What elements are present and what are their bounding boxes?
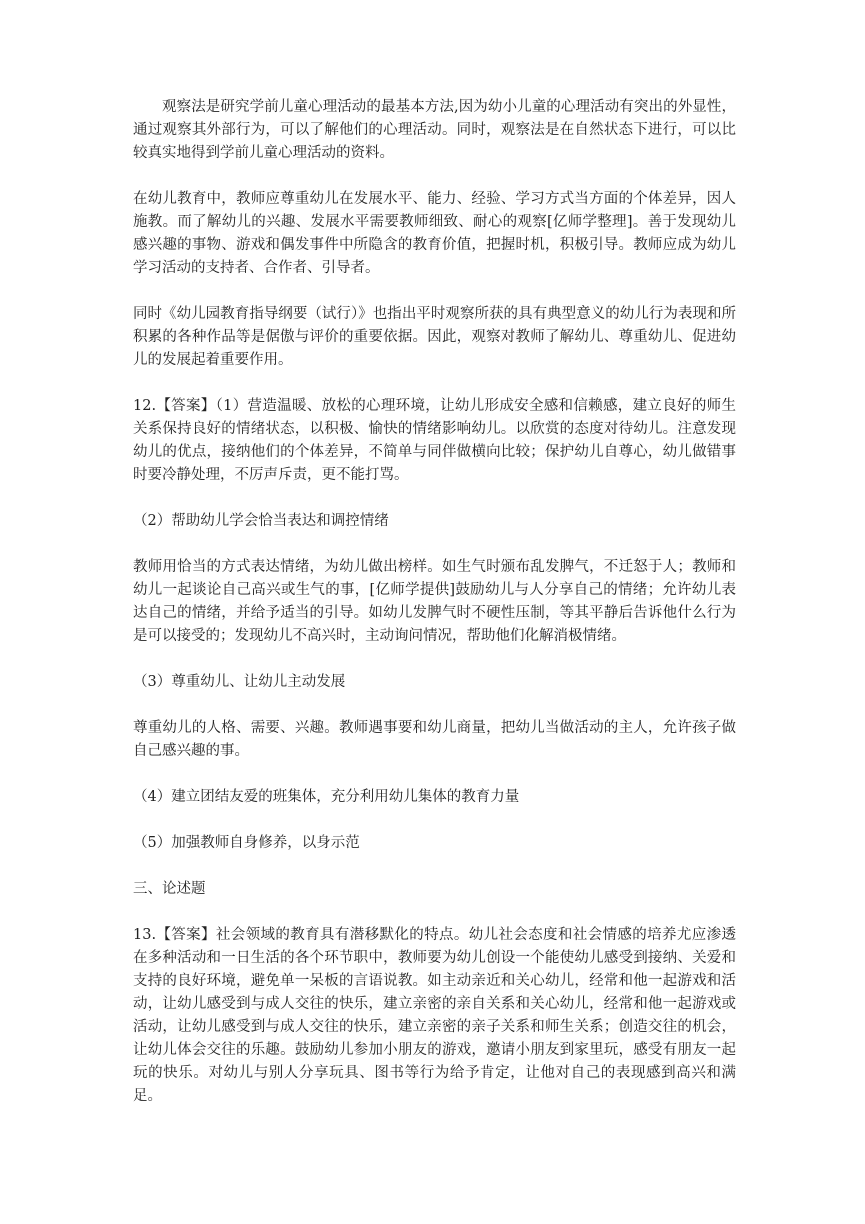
paragraph-observation-method: 观察法是研究学前儿童心理活动的最基本方法,因为幼小儿童的心理活动有突出的外显性，通过观察其外部行为，可以了解他们的心理活动。同时，观察法是在自然状态下进行，可以比较真实地得到学前儿童心理活动的资料。 <box>133 99 736 161</box>
answer-12-point-3-body: 尊重幼儿的人格、需要、兴趣。教师遇事要和幼儿商量，把幼儿当做活动的主人，允许孩子做自己感兴趣的事。 <box>133 720 736 759</box>
answer-12-point-3-heading: （3）尊重幼儿、让幼儿主动发展 <box>133 674 346 690</box>
document-body <box>133 96 736 1131</box>
answer-12-point-2-heading: （2）帮助幼儿学会恰当表达和调控情绪 <box>133 513 389 529</box>
answer-12-point-4: （4）建立团结友爱的班集体，充分利用幼儿集体的教育力量 <box>133 789 520 805</box>
answer-12-point-1: 12.【答案】（1）营造温暖、放松的心理环境，让幼儿形成安全感和信赖感，建立良好的师生关系保持良好的情绪状态，以积极、愉快的情绪影响幼儿。以欣赏的态度对待幼儿。注意发现幼儿的优点，接纳他们的个体差异，不简单与同伴做横向比较；保护幼儿自尊心，幼儿做错事时要冷静处理，不厉声斥责，更不能打骂。 <box>133 398 736 483</box>
section-heading-essay: 三、论述题 <box>133 881 206 897</box>
answer-12-point-5: （5）加强教师自身修养，以身示范 <box>133 835 360 851</box>
answer-12-point-2-body: 教师用恰当的方式表达情绪，为幼儿做出榜样。如生气时颁布乱发脾气，不迁怒于人；教师和幼儿一起谈论自己高兴或生气的事，[亿师学提供]鼓励幼儿与人分享自己的情绪；允许幼儿表达自己的情绪，并给予适当的引导。如幼儿发脾气时不硬性压制，等其平静后告诉他什么行为是可以接受的；发现幼儿不高兴时，主动询问情况，帮助他们化解消极情绪。 <box>133 559 736 644</box>
paragraph-guidance-outline: 同时《幼儿园教育指导纲要（试行）》也指出平时观察所获的具有典型意义的幼儿行为表现和所积累的各种作品等是倨傲与评价的重要依据。因此，观察对教师了解幼儿、尊重幼儿、促进幼儿的发展起着重要作用。 <box>133 306 736 368</box>
answer-13: 13.【答案】社会领域的教育具有潜移默化的特点。幼儿社会态度和社会情感的培养尤应渗透在多种活动和一日生活的各个环节职中，教师要为幼儿创设一个能使幼儿感受到接纳、关爱和支持的良好环境，避免单一呆板的言语说教。如主动亲近和关心幼儿，经常和他一起游戏和活动，让幼儿感受到与成人交往的快乐，建立亲密的亲自关系和关心幼儿，经常和他一起游戏或活动，让幼儿感受到与成人交往的快乐，建立亲密的亲子关系和师生关系；创造交往的机会，让幼儿体会交往的乐趣。鼓励幼儿参加小朋友的游戏，邀请小朋友到家里玩，感受有朋友一起玩的快乐。对幼儿与别人分享玩具、图书等行为给予肯定，让他对自己的表现感到高兴和满足。 <box>133 927 736 1104</box>
paragraph-individual-differences: 在幼儿教育中，教师应尊重幼儿在发展水平、能力、经验、学习方式当方面的个体差异，因人施教。而了解幼儿的兴趣、发展水平需要教师细致、耐心的观察[亿师学整理]。善于发现幼儿感兴趣的事物、游戏和偶发事件中所隐含的教育价值，把握时机，积极引导。教师应成为幼儿学习活动的支持者、合作者、引导者。 <box>133 191 736 276</box>
